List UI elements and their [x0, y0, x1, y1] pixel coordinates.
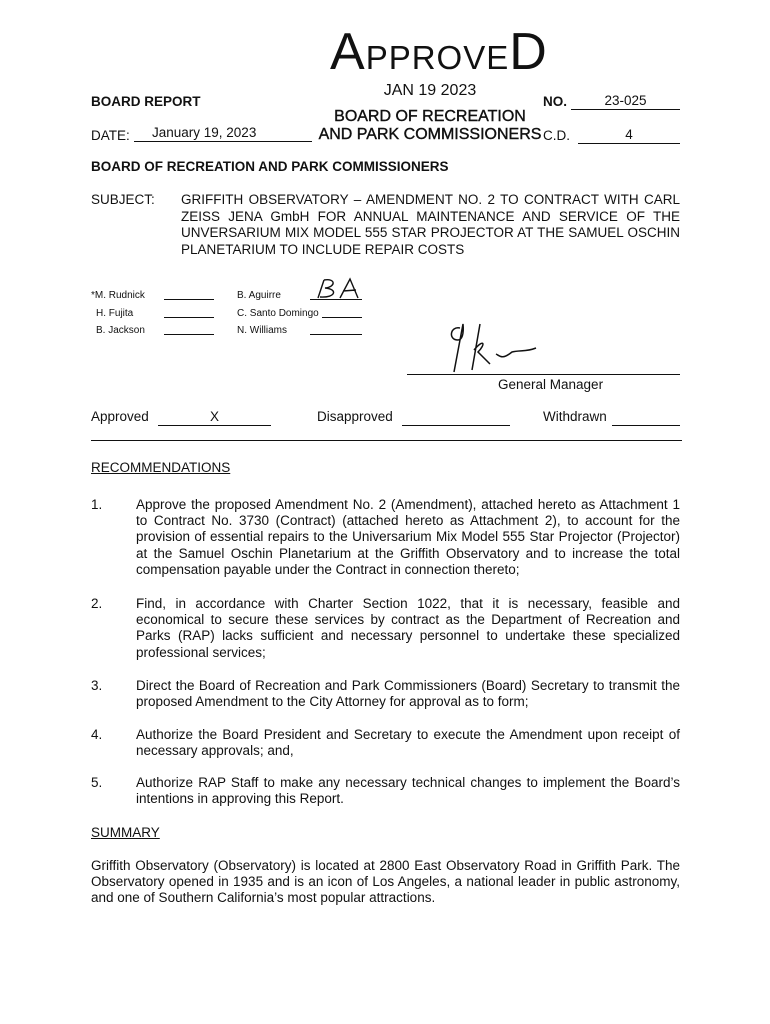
subject-label: SUBJECT:	[91, 192, 155, 207]
approved-label: Approved	[91, 409, 149, 424]
recommendation-number: 2.	[91, 596, 103, 611]
disapproved-label: Disapproved	[317, 409, 393, 424]
commissioner-santo-domingo: C. Santo Domingo	[237, 308, 319, 319]
disapproved-field	[402, 409, 510, 426]
commissioner-williams: N. Williams	[237, 325, 287, 336]
summary-text: Griffith Observatory (Observatory) is located at 2800 East Observatory Road in Griffith Park. The Observatory opened in 1935 and is an icon of Los Angeles, a national leader in public astronomy, and one of Southern California’s most popular attractions.	[91, 858, 680, 906]
stamp-word-middle: PPROVE	[365, 39, 510, 76]
date-label: DATE:	[91, 128, 130, 143]
report-number-value: 23-025	[571, 93, 680, 110]
commissioner-line	[310, 334, 362, 335]
approved-mark: X	[158, 409, 271, 426]
commissioner-fujita: H. Fujita	[96, 308, 134, 319]
recommendation-number: 1.	[91, 497, 103, 512]
subject-text: GRIFFITH OBSERVATORY – AMENDMENT NO. 2 TO CONTRACT WITH CARL ZEISS JENA GmbH FOR ANNUAL MAINTENANCE AND SERVICE OF THE UNVERSARIUM MIX MODEL 555 STAR PROJECTOR AT THE SAMUEL OSCHIN PLANETARIUM TO INCLUDE REPAIR COSTS	[181, 192, 680, 257]
stamp-organization	[300, 108, 560, 144]
stamp-date: JAN 19 2023	[383, 82, 477, 99]
report-date-value: January 19, 2023	[134, 125, 312, 142]
stamp-word	[330, 22, 548, 82]
withdrawn-field	[612, 409, 680, 426]
recommendation-number: 5.	[91, 775, 103, 790]
cd-label: C.D.	[543, 128, 570, 143]
general-manager-signature	[440, 316, 550, 376]
recommendations-title: RECOMMENDATIONS	[91, 460, 231, 475]
commissioner-line	[164, 299, 214, 300]
initials-signature	[310, 276, 366, 302]
commissioner-aguirre: B. Aguirre	[237, 290, 281, 301]
general-manager-label: General Manager	[498, 377, 604, 392]
board-title: BOARD OF RECREATION AND PARK COMMISSIONERS	[91, 159, 449, 174]
commissioner-rudnick: *M. Rudnick	[91, 290, 145, 301]
commissioner-jackson: B. Jackson	[96, 325, 145, 336]
stamp-letter-d: D	[509, 23, 548, 81]
recommendation-number: 3.	[91, 678, 103, 693]
recommendation-text: Authorize the Board President and Secretary to execute the Amendment upon receipt of necessary approvals; and,	[136, 727, 680, 759]
withdrawn-label: Withdrawn	[543, 409, 607, 424]
report-number-label: NO.	[543, 94, 568, 109]
recommendation-text: Find, in accordance with Charter Section 1022, that it is necessary, feasible and economical to secure these services by contract as the Department of Recreation and Parks (RAP) lacks sufficient and necessary personnel to undertake these specialized professional services;	[136, 596, 680, 660]
board-report-label: BOARD REPORT	[91, 94, 201, 109]
recommendation-number: 4.	[91, 727, 103, 742]
commissioner-line	[164, 317, 214, 318]
commissioner-line	[164, 334, 214, 335]
recommendation-text: Authorize RAP Staff to make any necessary technical changes to implement the Board’s intentions in approving this Report.	[136, 775, 680, 807]
council-district-value: 4	[578, 127, 680, 144]
stamp-letter-a: A	[330, 23, 366, 81]
stamp-org-line2: AND PARK COMMISSIONERS	[318, 126, 542, 143]
summary-title: SUMMARY	[91, 825, 160, 840]
recommendation-text: Approve the proposed Amendment No. 2 (Amendment), attached hereto as Attachment 1 to Contract No. 3730 (Contract) (attached hereto as Attachment 2), to account for the provision of essential repairs to the Universarium Mix Model 555 Star Projector (Projector) at the Samuel Oschin Planetarium at the Griffith Observatory and to increase the total compensation payable under the Contract in connection thereto;	[136, 497, 680, 577]
signature-line	[407, 374, 680, 375]
commissioner-line	[322, 317, 362, 318]
horizontal-divider	[91, 440, 682, 441]
recommendation-text: Direct the Board of Recreation and Park Commissioners (Board) Secretary to transmit the proposed Amendment to the City Attorney for approval as to form;	[136, 678, 680, 710]
stamp-org-line1: BOARD OF RECREATION	[334, 108, 526, 125]
